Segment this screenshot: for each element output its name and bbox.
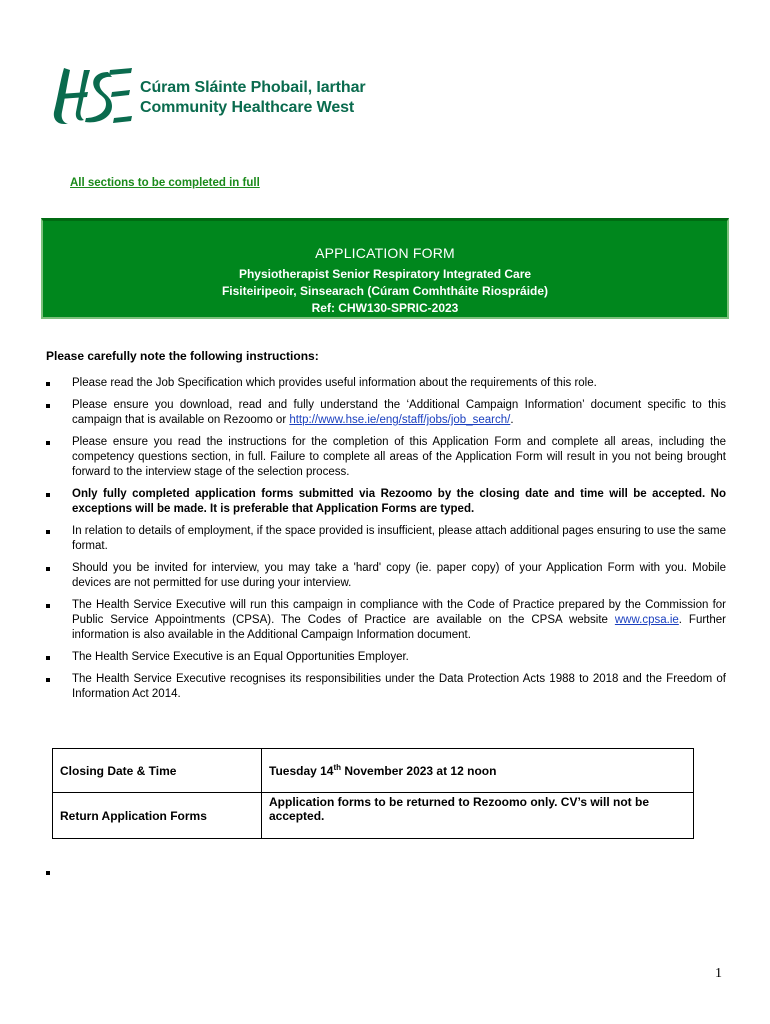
table-row [53,749,694,793]
list-item: The Health Service Executive recognises its responsibilities under the Data Protection Acts 1988 to 2018 and the Freedom of Information Act 2014. [46,672,726,702]
org-name-irish: Cúram Sláinte Phobail, Iarthar [140,79,366,96]
instructions-list [46,376,726,709]
closing-date-value: Tuesday 14th November 2023 at 12 noon [262,749,694,793]
bullet-icon [46,656,50,660]
org-name-english: Community Healthcare West [140,99,355,116]
list-item: Should you be invited for interview, you may take a 'hard' copy (ie. paper copy) of your Application Form with you. Mobile devices are not permitted for use during your interview. [46,561,726,591]
bullet-icon [46,493,50,497]
list-item: Please ensure you download, read and fully understand the ‘Additional Campaign Information’ document specific to this campaign that is available on Rezoomo or http://www.hse.ie/eng/staff/jobs/job_search/. [46,398,726,428]
list-item: In relation to details of employment, if the space provided is insufficient, please attach additional pages ensuring to use the same format. [46,524,726,554]
return-forms-label: Return Application Forms [53,793,262,839]
hse-logo-icon [50,62,134,132]
closing-info-table [52,748,694,839]
banner-title: APPLICATION FORM [315,245,455,261]
bullet-icon [46,678,50,682]
list-item: The Health Service Executive is an Equal Opportunities Employer. [46,650,726,665]
bullet-icon [46,871,50,875]
bullet-icon [46,404,50,408]
bullet-icon [46,604,50,608]
instructions-heading: Please carefully note the following instructions: [46,349,319,363]
closing-date-label: Closing Date & Time [53,749,262,793]
hse-jobs-link[interactable]: http://www.hse.ie/eng/staff/jobs/job_search/ [289,414,511,426]
bullet-icon [46,382,50,386]
table-row [53,793,694,839]
list-item: Please ensure you read the instructions for the completion of this Application Form and complete all areas, including the competency questions section, in full. Failure to complete all areas of the Application Form will result in you not being brought forward to the interview stage of the selection process. [46,435,726,480]
list-item: The Health Service Executive will run this campaign in compliance with the Code of Practice prepared by the Commission for Public Service Appointments (CPSA). The Codes of Practice are available on the CPSA website www.cpsa.ie. Further information is also available in the Additional Campaign Information document. [46,598,726,643]
bullet-icon [46,567,50,571]
banner-job-title-english: Physiotherapist Senior Respiratory Integrated Care [238,267,532,281]
bullet-icon [46,441,50,445]
list-item: Please read the Job Specification which provides useful information about the requirements of this role. [46,376,726,391]
application-form-banner [41,218,729,319]
return-forms-value: Application forms to be returned to Rezoomo only. CV’s will not be accepted. [262,793,694,839]
page-number: 1 [715,966,722,981]
banner-reference: Ref: CHW130-SPRIC-2023 [311,301,459,315]
bullet-icon [46,530,50,534]
organization-name [140,78,366,118]
cpsa-link[interactable]: www.cpsa.ie [614,614,679,626]
completion-note: All sections to be completed in full [70,177,260,189]
list-item: Only fully completed application forms submitted via Rezoomo by the closing date and time will be accepted. No exceptions will be made. It is preferable that Application Forms are typed. [46,487,726,517]
banner-job-title-irish: Fisiteiripeoir, Sinsearach (Cúram Comhtháite Riospráide) [221,284,549,298]
